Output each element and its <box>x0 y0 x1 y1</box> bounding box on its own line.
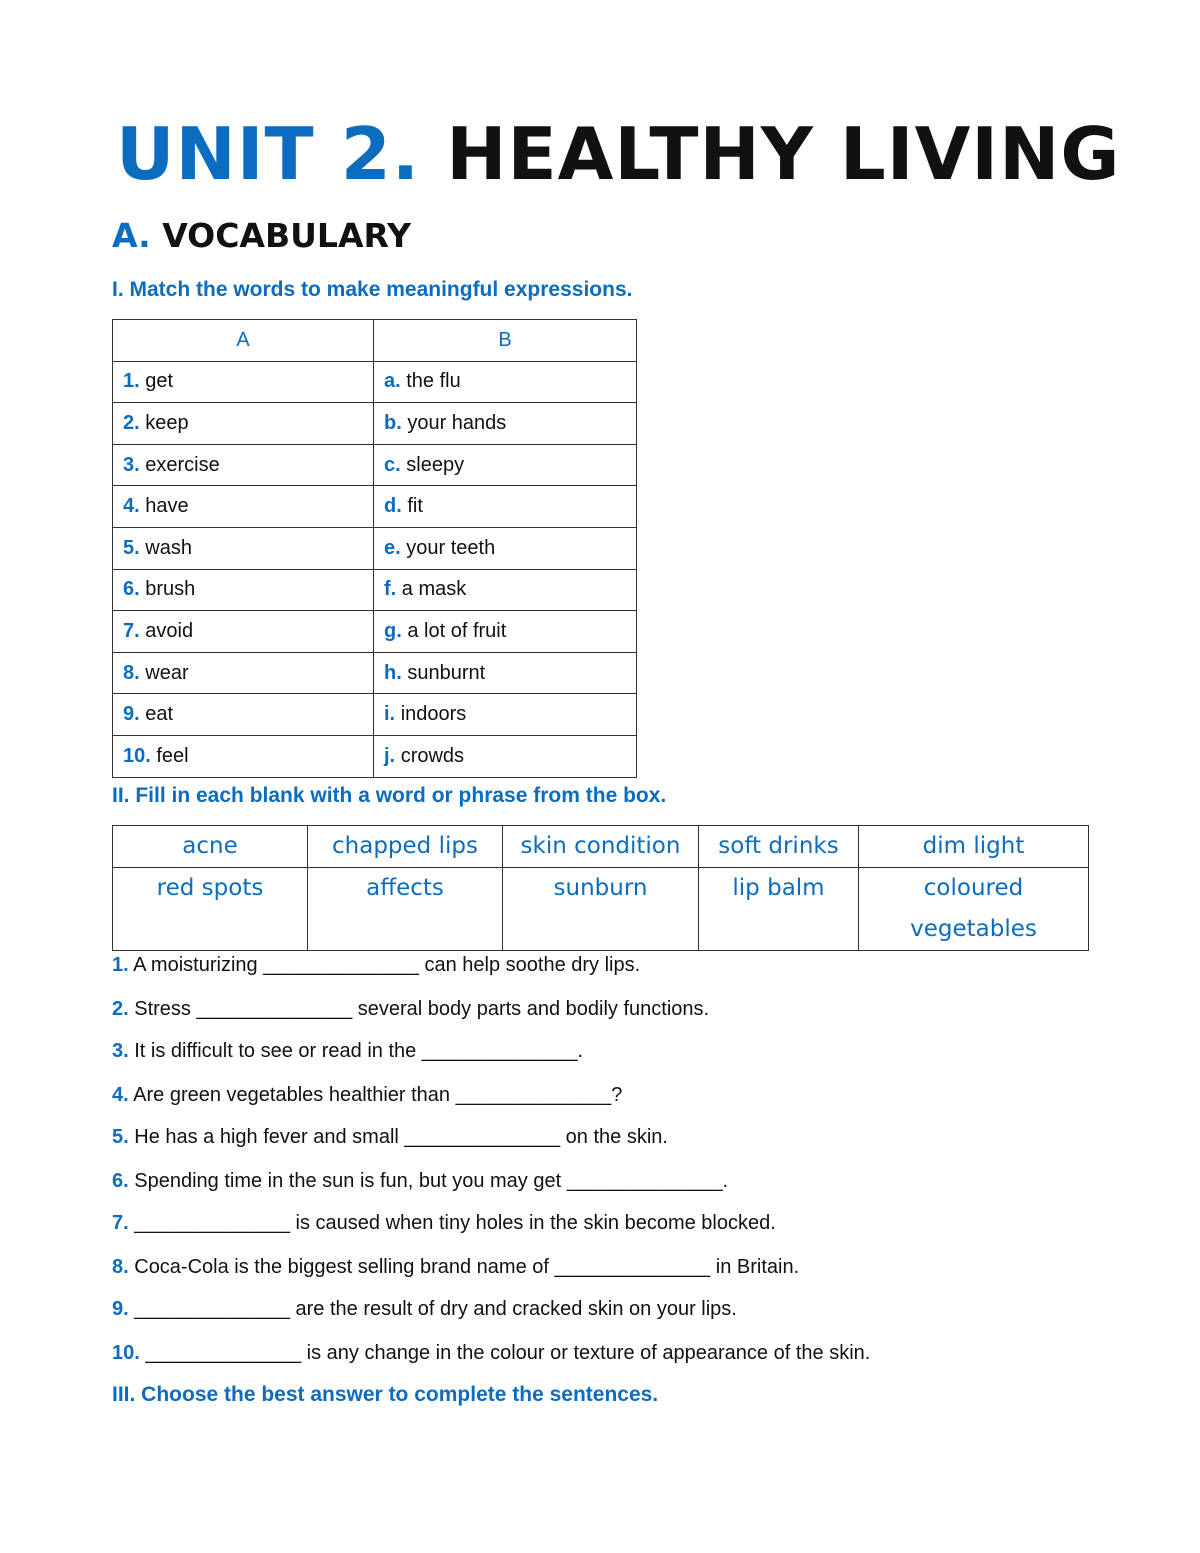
item-letter: f. <box>384 578 397 601</box>
term-text: wear <box>145 661 189 684</box>
match-text: sleepy <box>406 453 465 476</box>
item-letter: i. <box>384 703 396 726</box>
match-cell <box>374 611 637 653</box>
word-box-row <box>113 868 1089 951</box>
match-text: crowds <box>400 744 465 767</box>
item-number: 1. <box>123 370 140 393</box>
section-letter: A. <box>112 216 151 255</box>
match-cell <box>374 735 637 777</box>
sentence-number: 1. <box>112 954 129 976</box>
term-text: eat <box>145 703 174 726</box>
term-cell <box>113 652 374 694</box>
sentence-item <box>112 1296 737 1322</box>
item-number: 4. <box>123 495 140 518</box>
exercise-1-heading: I. Match the words to make meaningful expressions. <box>112 278 633 301</box>
sentence-text: Coca-Cola is the biggest selling brand name of ______________ in Britain. <box>128 1256 800 1278</box>
table-row <box>113 527 637 569</box>
sentence-number: 5. <box>112 1126 129 1148</box>
sentence-item <box>112 1254 799 1280</box>
item-number: 3. <box>123 453 140 476</box>
sentence-text: A moisturizing ______________ can help soothe dry lips. <box>128 954 641 976</box>
sentence-number: 10. <box>112 1342 140 1364</box>
item-letter: j. <box>384 744 396 767</box>
table-row <box>113 361 637 403</box>
sentence-item <box>112 1340 870 1366</box>
column-a-header: A <box>113 320 374 362</box>
match-cell <box>374 527 637 569</box>
table-row <box>113 403 637 445</box>
term-cell <box>113 694 374 736</box>
term-text: brush <box>145 578 196 601</box>
sentence-number: 9. <box>112 1298 129 1320</box>
sentence-number: 4. <box>112 1084 129 1106</box>
sentence-text: He has a high fever and small ______________ on the skin. <box>128 1126 668 1148</box>
term-cell <box>113 444 374 486</box>
sentence-number: 3. <box>112 1040 129 1062</box>
sentence-text: Spending time in the sun is fun, but you may get ______________. <box>128 1170 729 1192</box>
section-name: VOCABULARY <box>162 216 411 255</box>
word-box-item: skin condition <box>503 826 699 868</box>
table-row <box>113 486 637 528</box>
item-letter: a. <box>384 370 401 393</box>
term-cell <box>113 527 374 569</box>
item-number: 7. <box>123 619 140 642</box>
sentence-item <box>112 1082 622 1108</box>
item-number: 8. <box>123 661 140 684</box>
term-cell <box>113 569 374 611</box>
word-box-item: red spots <box>113 868 308 951</box>
item-letter: e. <box>384 536 401 559</box>
sentence-item <box>112 952 640 978</box>
table-row <box>113 444 637 486</box>
sentence-item <box>112 1038 583 1064</box>
term-text: get <box>145 370 174 393</box>
item-letter: c. <box>384 453 401 476</box>
sentence-number: 6. <box>112 1170 129 1192</box>
sentence-text: Are green vegetables healthier than ______________? <box>128 1084 623 1106</box>
match-text: sunburnt <box>407 661 486 684</box>
match-cell <box>374 694 637 736</box>
term-text: keep <box>145 411 189 434</box>
word-box-item: soft drinks <box>699 826 859 868</box>
sentence-item <box>112 1210 776 1236</box>
match-cell <box>374 486 637 528</box>
match-cell <box>374 361 637 403</box>
term-cell <box>113 403 374 445</box>
table-row <box>113 569 637 611</box>
table-header-row <box>113 320 637 362</box>
word-box-item: chapped lips <box>308 826 503 868</box>
word-box-item: coloured vegetables <box>859 868 1089 951</box>
item-number: 5. <box>123 536 140 559</box>
match-cell <box>374 403 637 445</box>
term-text: have <box>145 495 189 518</box>
table-row <box>113 652 637 694</box>
sentence-number: 8. <box>112 1256 129 1278</box>
match-text: fit <box>407 495 423 518</box>
table-row <box>113 611 637 653</box>
word-box-item: dim light <box>859 826 1089 868</box>
sentence-text: It is difficult to see or read in the ______________. <box>128 1040 584 1062</box>
item-number: 10. <box>123 744 151 767</box>
item-letter: d. <box>384 495 402 518</box>
item-letter: h. <box>384 661 402 684</box>
match-text: the flu <box>406 370 461 393</box>
word-box-item: affects <box>308 868 503 951</box>
table-row <box>113 694 637 736</box>
item-number: 9. <box>123 703 140 726</box>
match-text: a lot of fruit <box>407 619 507 642</box>
word-box-item: acne <box>113 826 308 868</box>
match-cell <box>374 569 637 611</box>
term-cell <box>113 735 374 777</box>
match-text: a mask <box>401 578 467 601</box>
sentence-item <box>112 996 709 1022</box>
match-cell <box>374 444 637 486</box>
term-cell <box>113 611 374 653</box>
term-cell <box>113 361 374 403</box>
sentence-number: 2. <box>112 998 129 1020</box>
sentence-text: ______________ are the result of dry and cracked skin on your lips. <box>128 1298 737 1320</box>
unit-number: UNIT 2. <box>116 112 421 196</box>
table-row <box>113 735 637 777</box>
sentence-item <box>112 1168 728 1194</box>
sentence-text: ______________ is caused when tiny holes in the skin become blocked. <box>128 1212 776 1234</box>
match-text: your teeth <box>406 536 496 559</box>
sentence-number: 7. <box>112 1212 129 1234</box>
column-b-header: B <box>374 320 637 362</box>
term-text: feel <box>156 744 189 767</box>
matching-table-body <box>113 361 637 777</box>
term-text: wash <box>145 536 192 559</box>
term-text: exercise <box>145 453 220 476</box>
match-text: indoors <box>400 703 467 726</box>
item-letter: g. <box>384 619 402 642</box>
item-number: 2. <box>123 411 140 434</box>
item-letter: b. <box>384 411 402 434</box>
item-number: 6. <box>123 578 140 601</box>
sentence-text: Stress ______________ several body parts and bodily functions. <box>128 998 710 1020</box>
term-cell <box>113 486 374 528</box>
exercise-2-heading: II. Fill in each blank with a word or phrase from the box. <box>112 784 667 807</box>
page-title <box>116 112 1120 196</box>
match-cell <box>374 652 637 694</box>
match-text: your hands <box>407 411 507 434</box>
word-box-row <box>113 826 1089 868</box>
exercise-3-heading: III. Choose the best answer to complete the sentences. <box>112 1383 659 1406</box>
sentence-item <box>112 1124 668 1150</box>
word-box-item: lip balm <box>699 868 859 951</box>
matching-table <box>112 319 637 778</box>
section-heading-vocabulary <box>112 216 411 256</box>
unit-name: HEALTHY LIVING <box>446 112 1121 196</box>
sentence-text: ______________ is any change in the colour or texture of appearance of the skin. <box>139 1342 871 1364</box>
term-text: avoid <box>145 619 194 642</box>
word-box <box>112 825 1089 951</box>
word-box-item: sunburn <box>503 868 699 951</box>
